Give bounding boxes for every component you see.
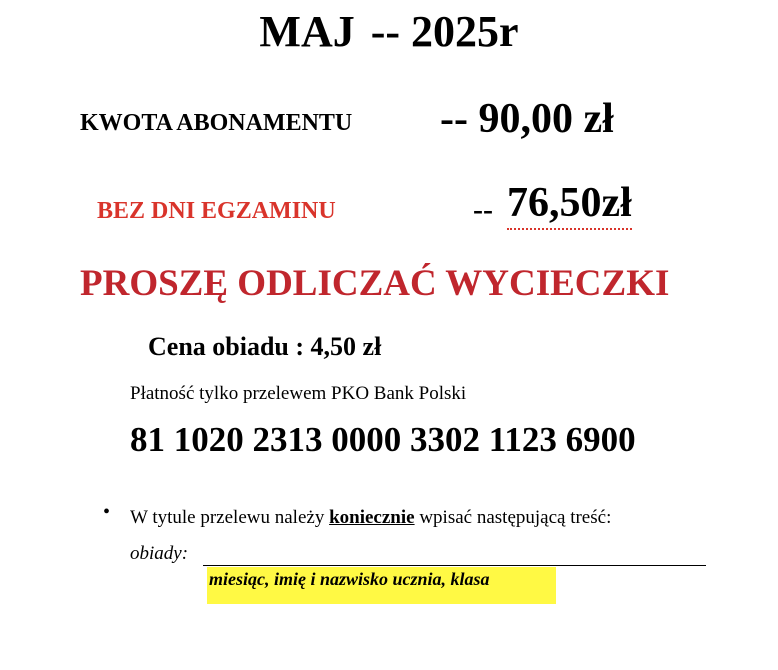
title-year: -- 2025r (370, 7, 519, 56)
transfer-instruction (130, 506, 611, 530)
title-month: MAJ (259, 7, 355, 56)
subscription-fee-value: -- 90,00 zł (440, 96, 614, 142)
bank-account-number: 81 1020 2313 0000 3302 1123 6900 (130, 420, 636, 459)
document-title (0, 6, 778, 58)
meals-label: obiady: (130, 543, 189, 564)
payment-note: Płatność tylko przelewem PKO Bank Polski (130, 383, 467, 404)
fill-in-line (203, 565, 706, 566)
exam-days-value: 76,50zł (507, 178, 632, 230)
trips-notice: PROSZĘ ODLICZAĆ WYCIECZKI (80, 263, 670, 304)
instruction-emphasis: koniecznie (329, 507, 415, 528)
lunch-price: Cena obiadu : 4,50 zł (148, 332, 382, 361)
highlighted-transfer-title: miesiąc, imię i nazwisko ucznia, klasa (207, 567, 556, 604)
subscription-fee-label: KWOTA ABONAMENTU (80, 110, 353, 136)
instruction-text-before: W tytule przelewu należy (130, 507, 330, 528)
exam-days-label: BEZ DNI EGZAMINU (97, 198, 336, 224)
exam-days-dash: -- (473, 193, 493, 226)
instruction-text-after: wpisać następującą treść: (414, 507, 612, 528)
bullet-icon: • (103, 501, 111, 523)
